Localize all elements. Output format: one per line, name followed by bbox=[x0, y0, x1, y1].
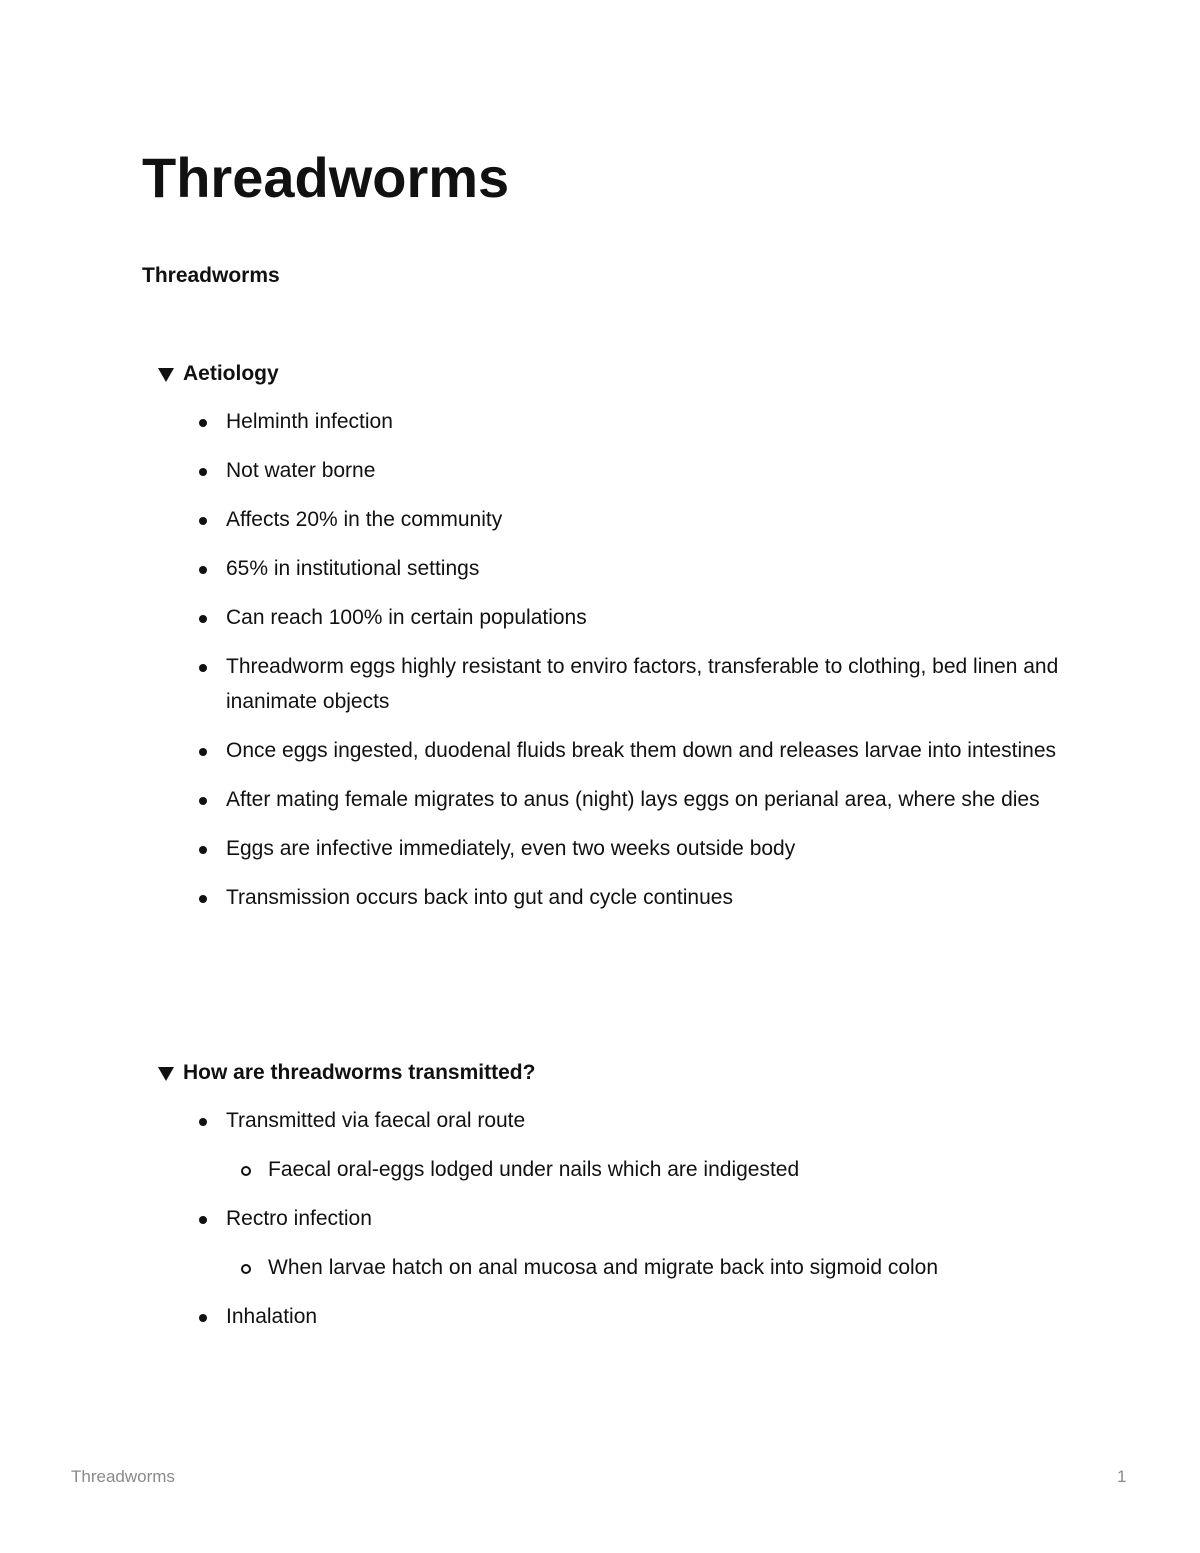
list-item-text: When larvae hatch on anal mucosa and migrate back into sigmoid colon bbox=[268, 1256, 939, 1279]
triangle-down-icon[interactable] bbox=[158, 1067, 174, 1081]
list-item bbox=[158, 649, 1076, 719]
footer-doc-name: Threadworms bbox=[71, 1467, 175, 1486]
bullet-disc-icon bbox=[199, 895, 207, 903]
section-transmission bbox=[158, 1059, 1118, 1334]
list-item bbox=[158, 1299, 1076, 1334]
bullet-circle-icon bbox=[241, 1264, 251, 1274]
list-item-text: Transmission occurs back into gut and cycle continues bbox=[226, 886, 733, 909]
bullet-disc-icon bbox=[199, 1314, 207, 1322]
list-item bbox=[158, 831, 1076, 866]
bullet-list bbox=[158, 1103, 1118, 1334]
list-item bbox=[158, 782, 1076, 817]
section-heading: Aetiology bbox=[183, 362, 279, 385]
bullet-disc-icon bbox=[199, 1216, 207, 1224]
bullet-disc-icon bbox=[199, 468, 207, 476]
list-item bbox=[158, 404, 1076, 439]
list-item-text: Helminth infection bbox=[226, 410, 393, 433]
bullet-disc-icon bbox=[199, 846, 207, 854]
section-toggle-aetiology[interactable] bbox=[158, 360, 1076, 388]
footer-page-number: 1 bbox=[1117, 1467, 1127, 1486]
list-item bbox=[158, 1201, 1076, 1236]
list-item bbox=[158, 551, 1076, 586]
list-item-text: Rectro infection bbox=[226, 1207, 372, 1230]
list-item-text: Inhalation bbox=[226, 1305, 318, 1328]
list-item-text: Not water borne bbox=[226, 459, 376, 482]
list-item-nested bbox=[158, 1152, 1118, 1187]
bullet-disc-icon bbox=[199, 615, 207, 623]
bullet-disc-icon bbox=[199, 748, 207, 756]
bullet-disc-icon bbox=[199, 419, 207, 427]
list-item-text: Once eggs ingested, duodenal fluids break them down and releases larvae into intestines bbox=[226, 739, 1057, 762]
list-item-text: Affects 20% in the community bbox=[226, 508, 503, 531]
list-item bbox=[158, 453, 1076, 488]
list-item-text: 65% in institutional settings bbox=[226, 557, 480, 580]
list-item-text: After mating female migrates to anus (night) lays eggs on perianal area, where she dies bbox=[226, 788, 1040, 811]
bullet-disc-icon bbox=[199, 797, 207, 805]
list-item-text: Threadworm eggs highly resistant to enviro factors, transferable to clothing, bed linen and inanimate objects bbox=[226, 655, 1059, 713]
triangle-down-icon[interactable] bbox=[158, 368, 174, 382]
bullet-disc-icon bbox=[199, 664, 207, 672]
list-item bbox=[158, 880, 1076, 915]
list-item-text: Can reach 100% in certain populations bbox=[226, 606, 587, 629]
list-item bbox=[158, 600, 1076, 635]
list-item bbox=[158, 733, 1076, 768]
list-item bbox=[158, 502, 1076, 537]
page-title: Threadworms bbox=[142, 146, 510, 209]
list-item-text: Faecal oral-eggs lodged under nails which are indigested bbox=[268, 1158, 800, 1181]
list-item-text: Eggs are infective immediately, even two weeks outside body bbox=[226, 837, 796, 860]
page-subtitle: Threadworms bbox=[142, 264, 280, 287]
bullet-disc-icon bbox=[199, 1118, 207, 1126]
bullet-circle-icon bbox=[241, 1166, 251, 1176]
section-toggle-transmission[interactable] bbox=[158, 1059, 1118, 1087]
bullet-disc-icon bbox=[199, 517, 207, 525]
section-heading: How are threadworms transmitted? bbox=[183, 1061, 536, 1084]
bullet-disc-icon bbox=[199, 566, 207, 574]
list-item-text: Transmitted via faecal oral route bbox=[226, 1109, 526, 1132]
section-aetiology bbox=[158, 360, 1076, 915]
list-item-nested bbox=[158, 1250, 1118, 1285]
bullet-list bbox=[158, 404, 1076, 915]
list-item bbox=[158, 1103, 1076, 1138]
